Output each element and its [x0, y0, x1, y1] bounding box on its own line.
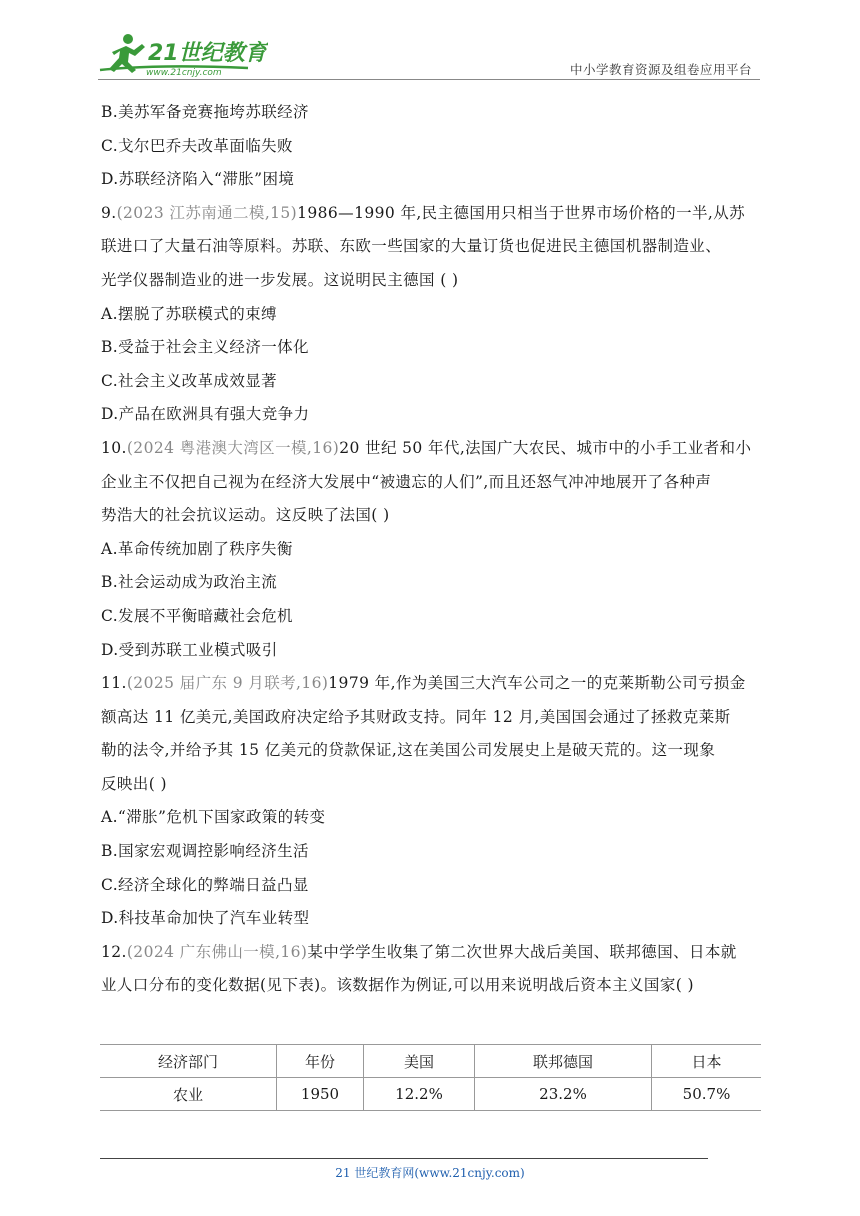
question-number: 9.: [101, 203, 117, 222]
line-text: A.革命传统加剧了秩序失衡: [101, 539, 293, 558]
table-header-cell: 日本: [652, 1045, 762, 1078]
line-text: 业人口分布的变化数据(见下表)。该数据作为例证,可以用来说明战后资本主义国家( ): [101, 976, 694, 995]
line-text: B.美苏军备竞赛拖垮苏联经济: [101, 103, 309, 121]
line-text: D.科技革命加快了汽车业转型: [101, 909, 310, 928]
text-line: [101, 331, 763, 365]
employment-table: [100, 1044, 761, 1111]
line-text: 反映出( ): [101, 774, 167, 793]
line-text: D.受到苏联工业模式吸引: [101, 640, 278, 659]
line-text: 联进口了大量石油等原料。苏联、东欧一些国家的大量订货也促进民主德国机器制造业、: [101, 237, 722, 256]
line-text: C.社会主义改革成效显著: [101, 371, 278, 390]
table-cell: 23.2%: [475, 1078, 652, 1111]
line-text: 20 世纪 50 年代,法国广大农民、城市中的小手工业者和小: [339, 438, 752, 457]
logo-url: www.21cnjy.com: [146, 68, 222, 78]
text-line: [101, 734, 763, 768]
question-content: [101, 96, 763, 1003]
text-line: [101, 264, 763, 298]
logo-text: 21世纪教育: [148, 41, 267, 66]
text-line: [101, 801, 763, 835]
question-source: (2023 江苏南通二模,15): [116, 203, 298, 222]
text-line: [101, 701, 763, 735]
text-line: [101, 768, 763, 802]
text-line: [101, 600, 763, 634]
text-line: [101, 96, 763, 130]
line-text: B.国家宏观调控影响经济生活: [101, 842, 309, 861]
table-header-row: [100, 1045, 761, 1078]
text-line: [101, 466, 763, 500]
table-header-cell: 联邦德国: [475, 1045, 652, 1078]
line-text: 光学仪器制造业的进一步发展。这说明民主德国 ( ): [101, 270, 459, 289]
header-platform-text: 中小学教育资源及组卷应用平台: [569, 62, 752, 77]
line-text: A.摆脱了苏联模式的束缚: [101, 304, 277, 323]
footer-text: 21 世纪教育网(www.21cnjy.com): [335, 1166, 525, 1180]
header-divider: [98, 79, 760, 80]
text-line: [101, 499, 763, 533]
site-logo: [98, 30, 268, 78]
text-line: [101, 969, 763, 1003]
line-text: D.苏联经济陷入“滞胀”困境: [101, 170, 295, 189]
line-text: 1986—1990 年,民主德国用只相当于世界市场价格的一半,从苏: [297, 203, 745, 222]
question-stem-line: [101, 936, 763, 970]
line-text: C.发展不平衡暗藏社会危机: [101, 606, 293, 625]
text-line: [101, 230, 763, 264]
page-header: [98, 30, 760, 82]
line-text: B.受益于社会主义经济一体化: [101, 338, 309, 357]
text-line: [101, 902, 763, 936]
line-text: 企业主不仅把自己视为在经济大发展中“被遗忘的人们”,而且还怒气冲冲地展开了各种声: [101, 472, 712, 491]
question-stem-line: [101, 667, 763, 701]
line-text: 1979 年,作为美国三大汽车公司之一的克莱斯勒公司亏损金: [328, 674, 746, 693]
line-text: 勒的法令,并给予其 15 亿美元的贷款保证,这在美国公司发展史上是破天荒的。这一现象: [101, 741, 716, 760]
text-line: [101, 869, 763, 903]
table-row: [100, 1078, 761, 1111]
text-line: [101, 566, 763, 600]
question-source: (2024 粤港澳大湾区一模,16): [126, 438, 340, 457]
question-source: (2024 广东佛山一模,16): [126, 942, 308, 961]
footer-divider: [100, 1158, 708, 1159]
line-text: C.经济全球化的弊端日益凸显: [101, 875, 309, 894]
table-header-cell: 美国: [364, 1045, 475, 1078]
table-cell: 农业: [100, 1078, 277, 1111]
text-line: [101, 835, 763, 869]
text-line: [101, 298, 763, 332]
question-stem-line: [101, 432, 763, 466]
question-number: 11.: [101, 674, 127, 693]
table-cell: 12.2%: [364, 1078, 475, 1111]
question-stem-line: [101, 197, 763, 231]
text-line: [101, 533, 763, 567]
line-text: A.“滞胀”危机下国家政策的转变: [101, 808, 326, 827]
table-header-cell: 年份: [277, 1045, 364, 1078]
question-source: (2025 届广东 9 月联考,16): [126, 674, 329, 693]
line-text: D.产品在欧洲具有强大竞争力: [101, 405, 310, 424]
question-number: 10.: [101, 438, 127, 457]
question-number: 12.: [101, 942, 127, 961]
line-text: 某中学学生收集了第二次世界大战后美国、联邦德国、日本就: [307, 942, 737, 961]
text-line: [101, 634, 763, 668]
text-line: [101, 365, 763, 399]
text-line: [101, 163, 763, 197]
line-text: 额高达 11 亿美元,美国政府决定给予其财政支持。同年 12 月,美国国会通过了拯救克莱斯: [101, 707, 731, 726]
text-line: [101, 398, 763, 432]
table-cell: 50.7%: [652, 1078, 762, 1111]
line-text: 势浩大的社会抗议运动。这反映了法国( ): [101, 506, 390, 525]
line-text: B.社会运动成为政治主流: [101, 573, 278, 592]
table-header-cell: 经济部门: [100, 1045, 277, 1078]
text-line: [101, 130, 763, 164]
line-text: C.戈尔巴乔夫改革面临失败: [101, 136, 293, 155]
table-cell: 1950: [277, 1078, 364, 1111]
